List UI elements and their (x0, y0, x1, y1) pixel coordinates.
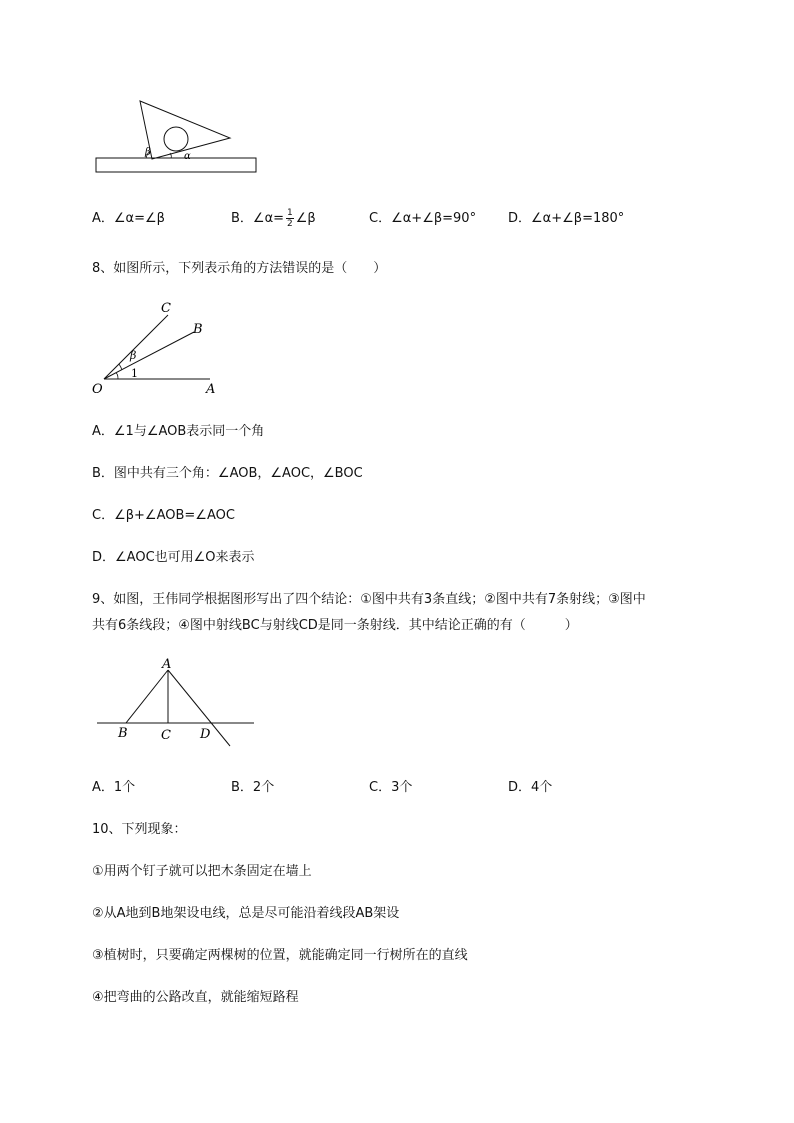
q7-option-b-numerator: 1 (287, 208, 293, 218)
q8-label-o: O (92, 382, 103, 397)
q7-beta-label: β (145, 147, 151, 158)
q8-stem: 8、如图所示，下列表示角的方法错误的是（ ） (92, 261, 387, 276)
q7-option-a[interactable] (92, 207, 165, 226)
q8-label-beta: β (130, 349, 137, 362)
q7-option-d-text: ∠α+∠β=180° (531, 211, 625, 226)
q10-stem: 10、下列现象： (92, 822, 187, 837)
q7-option-b[interactable] (231, 207, 316, 229)
q9-stem-line2: 共有6条线段；④图中射线BC与射线CD是同一条射线．其中结论正确的有（ ） (92, 618, 578, 633)
q9-label-b: B (118, 726, 128, 741)
q8-option-c[interactable] (92, 504, 235, 523)
q8-label-a: A (206, 382, 216, 397)
q8-figure (88, 296, 228, 400)
q8-label-1: 1 (131, 367, 138, 380)
q9-figure (92, 655, 262, 755)
q8-option-c-text: ∠β+∠AOB=∠AOC (114, 508, 235, 523)
q7-option-d[interactable] (508, 207, 624, 226)
q7-option-c-text: ∠α+∠β=90° (391, 211, 477, 226)
q9-option-a[interactable] (92, 776, 135, 795)
q9-option-a-label: A． (92, 780, 114, 795)
q7-option-c[interactable] (369, 207, 476, 226)
q8-option-b-text: 图中共有三个角：∠AOB，∠AOC，∠BOC (113, 466, 363, 481)
q7-alpha-label: α (184, 151, 191, 162)
q9-option-c[interactable] (369, 776, 412, 795)
q9-option-b-text: 2个 (252, 780, 275, 795)
q7-option-b-fraction (286, 208, 294, 229)
q9-label-d: D (200, 727, 211, 742)
q8-option-a-label: A． (92, 424, 114, 439)
q10-item-3: ③植树时，只要确定两棵树的位置，就能确定同一行树所在的直线 (92, 948, 468, 963)
q8-ray-ob (104, 332, 194, 379)
q9-label-a: A (162, 657, 172, 672)
q8-option-b-label: B． (92, 466, 114, 481)
q10-item-4: ④把弯曲的公路改直，就能缩短路程 (92, 990, 299, 1005)
q10-item-2: ②从A地到B地架设电线，总是尽可能沿着线段AB架设 (92, 906, 400, 921)
q9-option-c-text: 3个 (391, 780, 413, 795)
q7-option-a-label: A． (92, 211, 114, 226)
q7-option-b-suffix: ∠β (295, 211, 316, 226)
q9-option-c-label: C． (369, 780, 392, 795)
q8-option-d-label: D． (92, 550, 116, 565)
q9-stem-line1: 9、如图，王伟同学根据图形写出了四个结论：①图中共有3条直线；②图中共有7条射线；③图中 (92, 592, 646, 607)
q7-ruler (96, 158, 256, 172)
q7-option-b-prefix: ∠α= (252, 211, 285, 226)
q9-label-c: C (161, 728, 171, 743)
q8-beta-arc (119, 364, 122, 370)
q8-label-b: B (193, 322, 203, 337)
q7-option-d-label: D． (508, 211, 532, 226)
q9-option-d-label: D． (508, 780, 532, 795)
q9-line-ad (168, 670, 230, 746)
q9-option-b-label: B． (231, 780, 253, 795)
q10-item-1: ①用两个钉子就可以把木条固定在墙上 (92, 864, 312, 879)
q8-option-d-text: ∠AOC也可用∠O来表示 (115, 550, 255, 565)
q7-option-c-label: C． (369, 211, 392, 226)
q8-option-a[interactable] (92, 420, 264, 439)
q8-label-c: C (161, 301, 171, 316)
q9-option-a-text: 1个 (113, 780, 136, 795)
q7-option-a-text: ∠α=∠β (113, 211, 165, 226)
q8-option-c-label: C． (92, 508, 115, 523)
q7-option-b-label: B． (231, 211, 253, 226)
q9-segment-ab (126, 670, 168, 723)
q8-option-a-text: ∠1与∠AOB表示同一个角 (113, 424, 265, 439)
q9-option-d[interactable] (508, 776, 552, 795)
q9-option-d-text: 4个 (531, 780, 553, 795)
q7-circle (164, 127, 188, 151)
q9-option-b[interactable] (231, 776, 274, 795)
q8-angle1-arc (116, 373, 118, 379)
q8-option-b[interactable] (92, 462, 363, 481)
q7-option-b-denominator: 2 (287, 219, 293, 229)
q8-option-d[interactable] (92, 546, 255, 565)
q7-figure (90, 95, 265, 180)
